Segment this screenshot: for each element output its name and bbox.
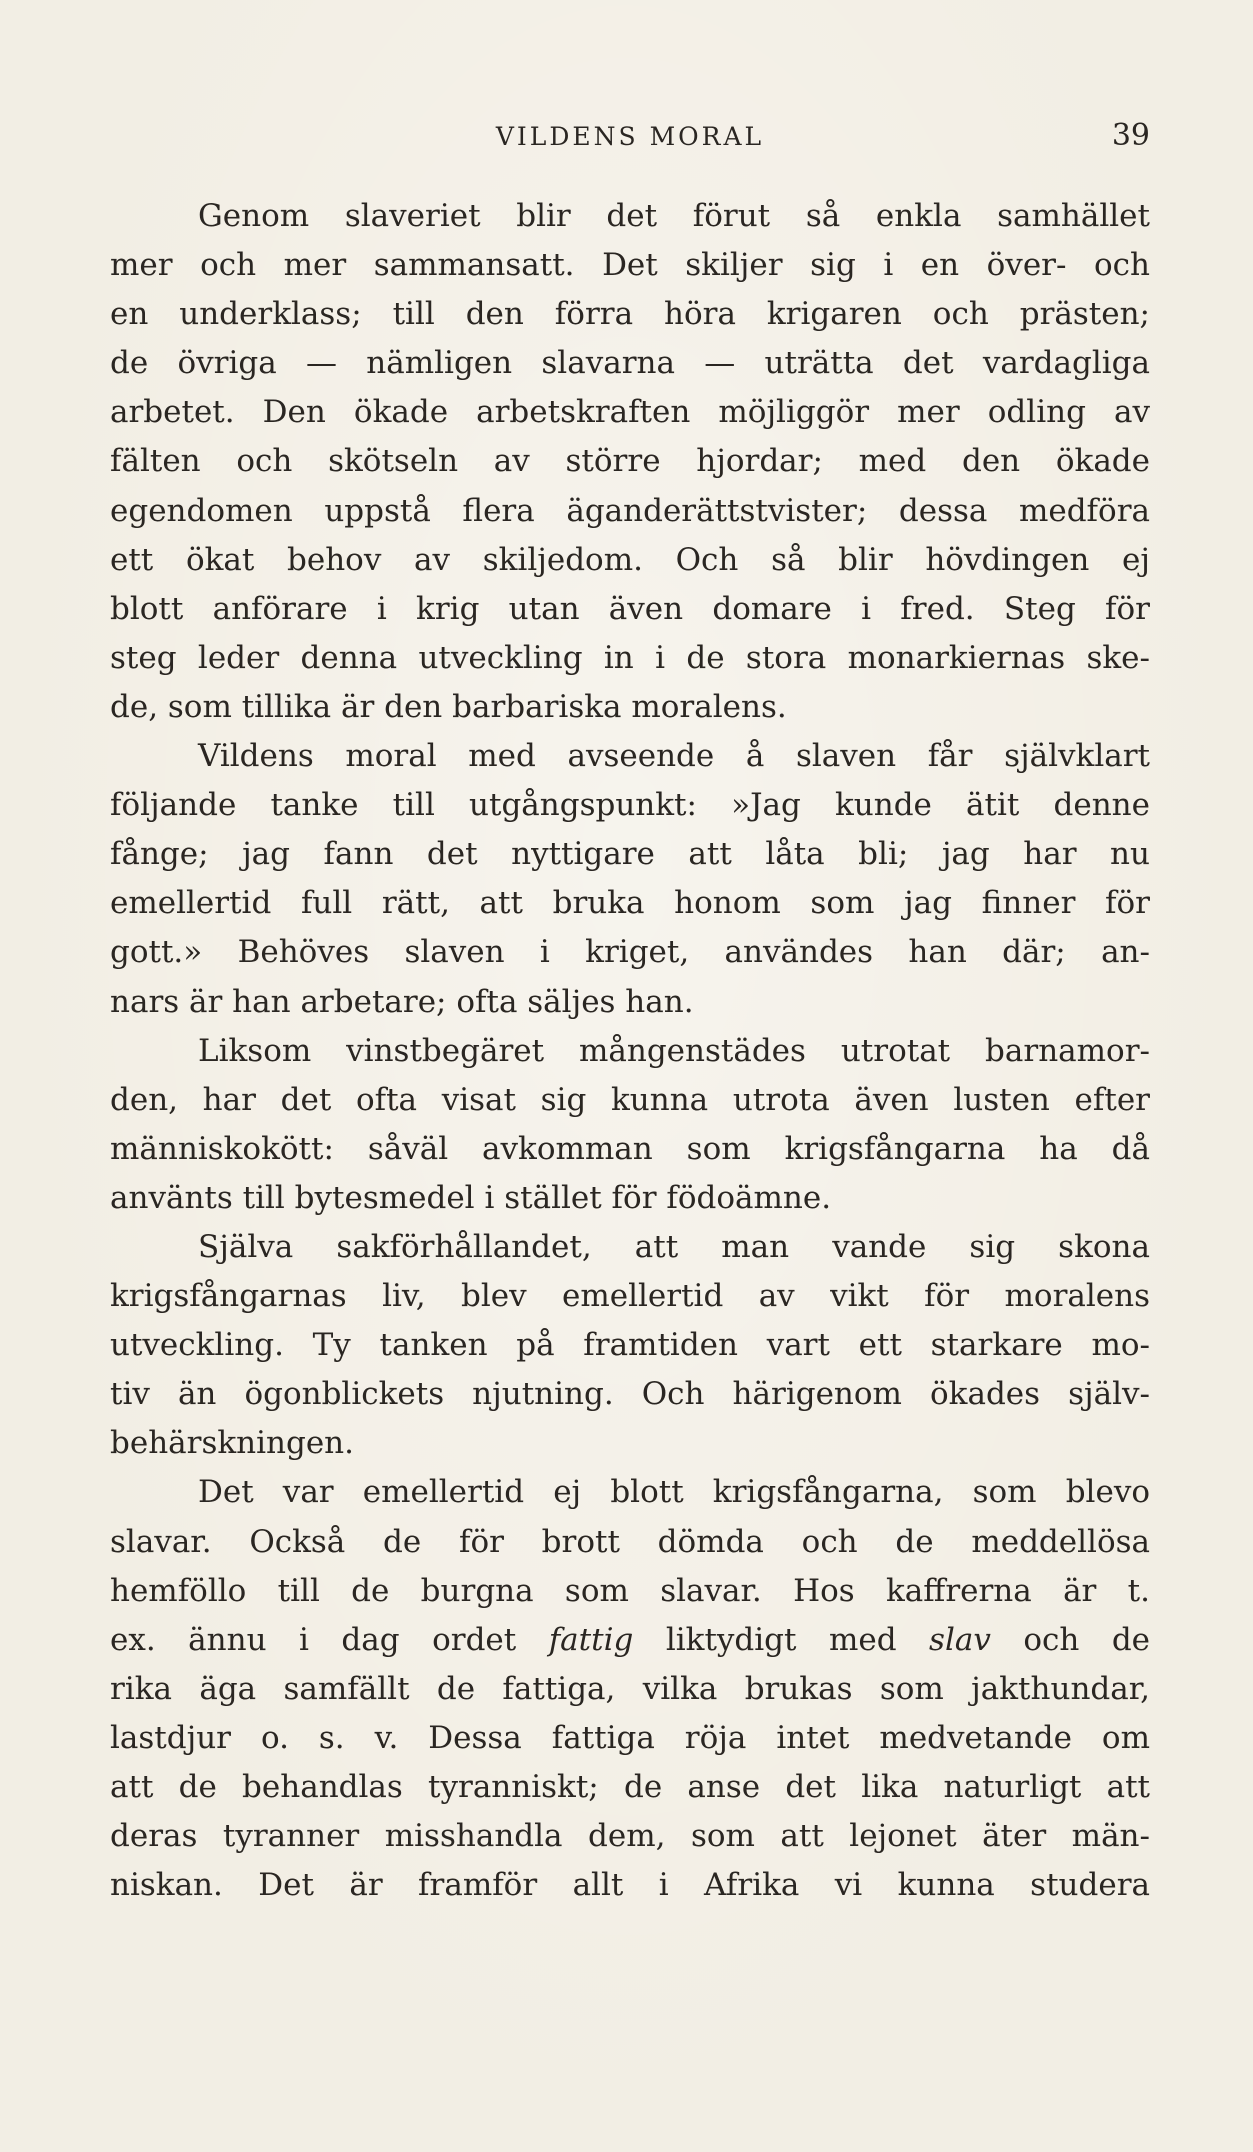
text-line: egendomen uppstå flera äganderättstvister; dessa medföra bbox=[110, 492, 1150, 529]
text-line: krigsfångarnas liv, blev emellertid av vikt för moralens bbox=[110, 1278, 1150, 1315]
text-line: emellertid full rätt, att bruka honom som jag finner för bbox=[110, 885, 1150, 922]
text-line: behärskningen. bbox=[110, 1425, 355, 1462]
running-head bbox=[110, 118, 1150, 158]
text-line: de, som tillika är den barbariska moralens. bbox=[110, 688, 787, 725]
text-line: de övriga — nämligen slavarna — uträtta det vardagliga bbox=[110, 345, 1150, 382]
text-line: niskan. Det är framför allt i Afrika vi kunna studera bbox=[110, 1867, 1150, 1904]
running-title: VILDENS MORAL bbox=[495, 122, 765, 151]
text-line: mer och mer sammansatt. Det skiljer sig i en över- och bbox=[110, 247, 1150, 284]
text-line: fälten och skötseln av större hjordar; med den ökade bbox=[110, 443, 1150, 480]
text-line: ett ökat behov av skiljedom. Och så blir hövdingen ej bbox=[110, 541, 1150, 578]
text-line: Själva sakförhållandet, att man vande sig skona bbox=[198, 1228, 1150, 1265]
text-line: Vildens moral med avseende å slaven får självklart bbox=[198, 738, 1150, 775]
text-line: fånge; jag fann det nyttigare att låta bli; jag har nu bbox=[110, 836, 1150, 873]
text-line: gott.» Behöves slaven i kriget, användes han där; an- bbox=[110, 934, 1150, 971]
text-line: ex. ännu i dag ordet fattig liktydigt med slav och de bbox=[110, 1621, 1150, 1658]
page-number: 39 bbox=[1111, 118, 1150, 153]
text-line: människokött: såväl avkomman som krigsfångarna ha då bbox=[110, 1130, 1150, 1167]
text-line: utveckling. Ty tanken på framtiden vart ett starkare mo- bbox=[110, 1327, 1150, 1364]
text-line: hemföllo till de burgna som slavar. Hos kaffrerna är t. bbox=[110, 1572, 1150, 1609]
body-text bbox=[110, 192, 1150, 1910]
text-line: steg leder denna utveckling in i de stora monarkiernas ske- bbox=[110, 639, 1150, 676]
text-line: tiv än ögonblickets njutning. Och härigenom ökades själv- bbox=[110, 1376, 1150, 1413]
text-line: lastdjur o. s. v. Dessa fattiga röja intet medvetande om bbox=[110, 1719, 1150, 1756]
text-line: slavar. Också de för brott dömda och de meddellösa bbox=[110, 1523, 1150, 1560]
italic-word: fattig bbox=[548, 1621, 634, 1658]
text-line: Det var emellertid ej blott krigsfångarna, som blevo bbox=[198, 1474, 1150, 1511]
text-line: Liksom vinstbegäret mångenstädes utrotat barnamor- bbox=[198, 1032, 1150, 1069]
text-line: en underklass; till den förra höra krigaren och prästen; bbox=[110, 296, 1150, 333]
text-line: arbetet. Den ökade arbetskraften möjliggör mer odling av bbox=[110, 394, 1150, 431]
text-line: följande tanke till utgångspunkt: »Jag kunde ätit denne bbox=[110, 787, 1150, 824]
text-line: deras tyranner misshandla dem, som att lejonet äter män- bbox=[110, 1818, 1150, 1855]
text-line: rika äga samfällt de fattiga, vilka brukas som jakthundar, bbox=[110, 1670, 1150, 1707]
text-line: Genom slaveriet blir det förut så enkla samhället bbox=[198, 198, 1150, 234]
text-line: blott anförare i krig utan även domare i fred. Steg för bbox=[110, 590, 1150, 627]
text-line: att de behandlas tyranniskt; de anse det lika naturligt att bbox=[110, 1769, 1150, 1805]
text-line: den, har det ofta visat sig kunna utrota även lusten efter bbox=[110, 1081, 1150, 1118]
italic-word: slav bbox=[929, 1621, 991, 1658]
text-line: använts till bytesmedel i stället för födoämne. bbox=[110, 1179, 832, 1216]
text-line: nars är han arbetare; ofta säljes han. bbox=[110, 983, 694, 1020]
